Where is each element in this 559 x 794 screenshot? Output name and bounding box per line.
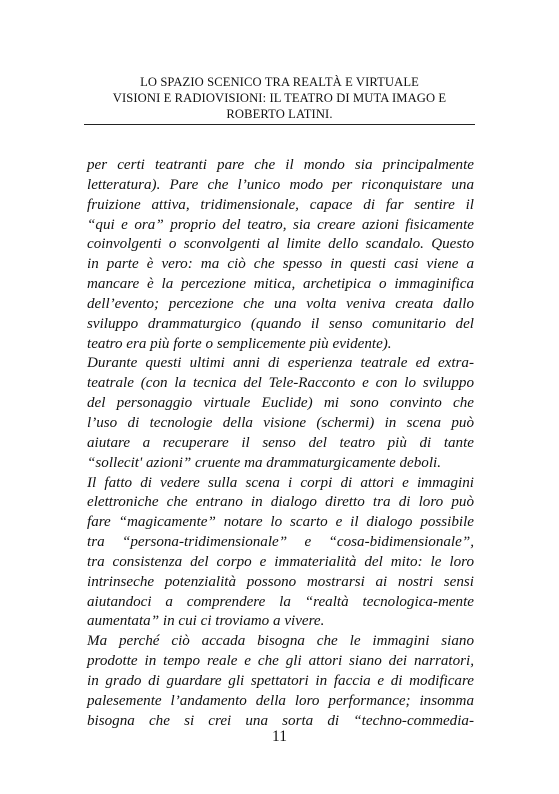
text-line: “qui e ora” proprio del teatro, sia creare azioni fisicamente xyxy=(87,216,474,233)
text-line: fruizione attiva, tridimensionale, capace di far sentire il xyxy=(87,196,474,213)
text-line: palesemente l’andamento della loro performance; insomma xyxy=(87,692,474,709)
text-line: in grado di guardare gli spettatori in faccia e di modificare xyxy=(87,672,474,689)
body-text xyxy=(87,156,474,731)
text-line: bisogna che si crei una sorta di “techno-commedia- xyxy=(87,712,474,729)
text-line: sviluppo drammaturgico (quando il senso comunitario del xyxy=(87,315,474,332)
text-line: aiutandoci a comprendere la “realtà tecnologica-mente xyxy=(87,593,474,610)
text-line: mancare è la percezione mitica, archetipica o immaginifica xyxy=(87,276,474,293)
text-line: teatro era più forte o semplicemente più evidente). xyxy=(87,335,392,352)
text-line: tra consistenza del corpo e immaterialità del mito: le loro xyxy=(87,553,474,570)
text-line: per certi teatranti pare che il mondo sia principalmente xyxy=(87,157,474,173)
text-line: Ma perché ciò accada bisogna che le immagini siano xyxy=(87,633,474,650)
text-line: l’uso di tecnologie della visione (schermi) in scena può xyxy=(87,414,474,431)
text-line: letteratura). Pare che l’unico modo per riconquistare una xyxy=(87,176,474,193)
text-line: coinvolgenti o sconvolgenti al limite dello scandalo. Questo xyxy=(87,236,474,253)
text-line: prodotte in tempo reale e che gli attori siano dei narratori, xyxy=(87,653,474,670)
text-line: tra “persona-tridimensionale” e “cosa-bidimensionale”, xyxy=(87,534,474,551)
text-line: aumentata” in cui ci troviamo a vivere. xyxy=(87,613,325,630)
text-line: Durante questi ultimi anni di esperienza teatrale ed extra- xyxy=(87,355,474,372)
text-line: del personaggio virtuale Euclide) mi sono convinto che xyxy=(87,395,474,412)
text-line: in parte è vero: ma ciò che spesso in questi casi viene a xyxy=(87,256,474,273)
text-line: aiutare a recuperare il senso del teatro più di tante xyxy=(87,434,474,451)
running-header-line-1: LO SPAZIO SCENICO TRA REALTÀ E VIRTUALE xyxy=(140,75,419,89)
running-header-line-2: VISIONI E RADIOVISIONI: IL TEATRO DI MUTA IMAGO E xyxy=(112,91,447,105)
text-line: Il fatto di vedere sulla scena i corpi di attori e immagini xyxy=(87,474,474,491)
text-line: intrinseche potenzialità possono mostrarsi ai nostri sensi xyxy=(87,573,474,590)
page-number: 11 xyxy=(272,728,287,745)
text-line: teatrale (con la tecnica del Tele-Racconto e con lo sviluppo xyxy=(87,375,474,392)
text-line: elettroniche che entrano in dialogo diretto tra di loro può xyxy=(87,494,474,511)
text-line: dell’evento; percezione che una volta veniva creata dallo xyxy=(87,295,474,312)
running-header xyxy=(84,74,475,122)
text-line: fare “magicamente” notare lo scarto e il dialogo possibile xyxy=(87,514,474,531)
text-line: “sollecit' azioni” cruente ma drammaturgicamente deboli. xyxy=(87,454,441,471)
header-rule xyxy=(84,124,475,125)
running-header-line-3: ROBERTO LATINI. xyxy=(226,107,333,121)
